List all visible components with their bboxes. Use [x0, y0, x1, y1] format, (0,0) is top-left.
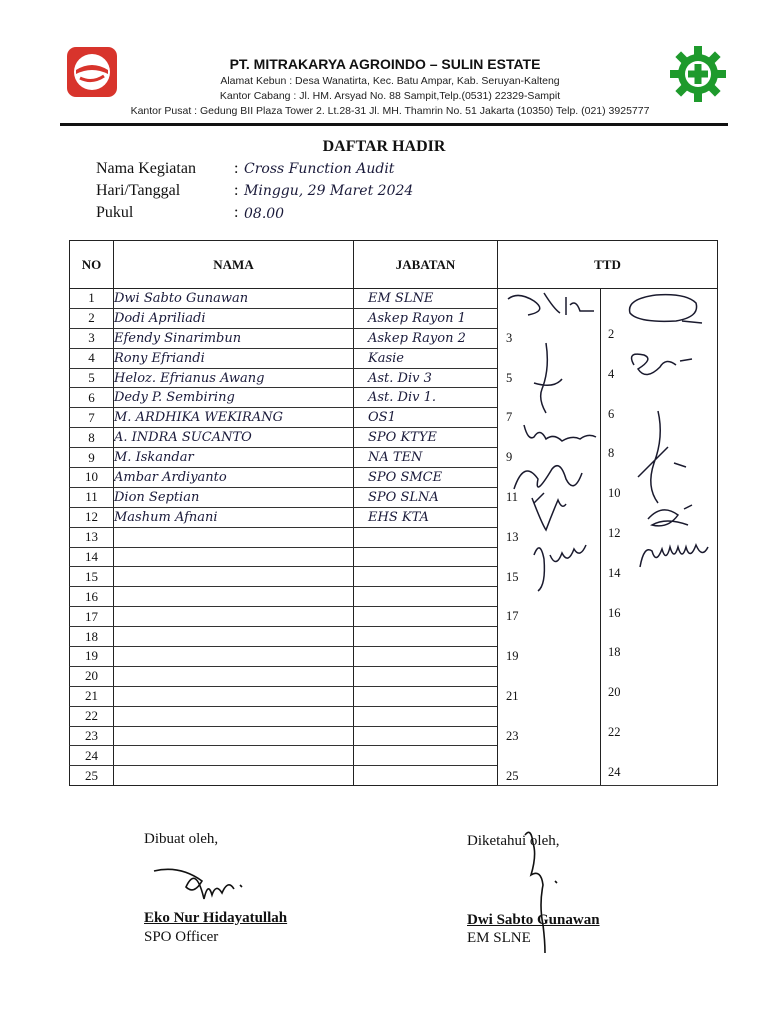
signature-slot-number: 22 [608, 724, 621, 739]
row-jabatan [354, 587, 498, 607]
signature-slot-number: 4 [608, 366, 615, 381]
row-number: 14 [70, 547, 114, 567]
signature-slot-number: 19 [506, 649, 519, 664]
signature-slot-number: 7 [506, 410, 513, 425]
row-jabatan [354, 547, 498, 567]
row-jabatan [354, 726, 498, 746]
row-nama: Dwi Sabto Gunawan [114, 289, 354, 309]
row-jabatan [354, 746, 498, 766]
row-jabatan [354, 706, 498, 726]
row-number: 25 [70, 766, 114, 786]
signature-slot-number: 6 [608, 406, 615, 421]
known-by-label: Diketahui oleh, [467, 833, 560, 849]
row-number: 7 [70, 408, 114, 428]
row-nama [114, 547, 354, 567]
row-nama [114, 527, 354, 547]
signature-slot-number: 16 [608, 605, 621, 620]
signature-column [498, 289, 718, 786]
time-colon: : [234, 204, 239, 221]
signature-slot-number: 18 [608, 645, 621, 660]
attendee-signature [628, 407, 698, 507]
row-jabatan [354, 627, 498, 647]
address-head-office: Kantor Pusat : Gedung BII Plaza Tower 2. Lt.28-31 Jl. MH. Thamrin No. 51 Jakarta (10350) Telp. (021) 3925777 [130, 105, 650, 117]
row-jabatan: SPO SMCE [354, 468, 498, 488]
attendee-signature [518, 419, 598, 449]
row-nama: M. Iskandar [114, 448, 354, 468]
table-row [70, 289, 718, 309]
activity-colon: : [234, 160, 239, 177]
signature-slot-number: 15 [506, 569, 519, 584]
document-title: DAFTAR HADIR [322, 138, 446, 155]
row-number: 19 [70, 647, 114, 667]
row-nama: Dion Septian [114, 487, 354, 507]
attendee-signature [504, 289, 594, 319]
date-label: Hari/Tanggal [96, 182, 181, 199]
row-number: 22 [70, 706, 114, 726]
row-nama [114, 587, 354, 607]
row-nama: Dodi Apriliadi [114, 308, 354, 328]
row-number: 3 [70, 328, 114, 348]
row-nama [114, 567, 354, 587]
known-by-name: Dwi Sabto Gunawan [467, 912, 600, 928]
row-jabatan: Ast. Div 3 [354, 368, 498, 388]
signature-slot-number: 21 [506, 689, 519, 703]
row-number: 18 [70, 627, 114, 647]
row-jabatan: SPO SLNA [354, 487, 498, 507]
row-nama [114, 726, 354, 746]
attendee-signature [528, 494, 568, 534]
row-jabatan: SPO KTYE [354, 428, 498, 448]
row-number: 4 [70, 348, 114, 368]
row-number: 2 [70, 308, 114, 328]
row-jabatan: Kasie [354, 348, 498, 368]
row-nama: Dedy P. Sembiring [114, 388, 354, 408]
row-jabatan [354, 686, 498, 706]
row-jabatan: Askep Rayon 2 [354, 328, 498, 348]
row-jabatan [354, 607, 498, 627]
row-nama: Heloz. Efrianus Awang [114, 368, 354, 388]
made-by-role: SPO Officer [144, 929, 219, 945]
header-divider [60, 123, 728, 126]
signature-slot-number: 20 [608, 685, 621, 700]
row-number: 12 [70, 507, 114, 527]
row-number: 11 [70, 487, 114, 507]
signature-slot-number: 3 [506, 330, 513, 345]
header-ttd: TTD [498, 241, 718, 289]
attendee-signature [616, 291, 708, 325]
row-nama [114, 666, 354, 686]
row-jabatan: EM SLNE [354, 289, 498, 309]
time-label: Pukul [96, 204, 134, 221]
row-jabatan: Ast. Div 1. [354, 388, 498, 408]
row-jabatan [354, 766, 498, 786]
made-by-signature [150, 855, 260, 910]
row-nama [114, 627, 354, 647]
row-nama: Ambar Ardiyanto [114, 468, 354, 488]
row-number: 8 [70, 428, 114, 448]
signature-slot-number: 25 [506, 768, 519, 783]
row-nama: M. ARDHIKA WEKIRANG [114, 408, 354, 428]
signature-slot-number: 14 [608, 565, 621, 580]
known-by-role: EM SLNE [467, 930, 531, 946]
row-number: 10 [70, 468, 114, 488]
row-number: 5 [70, 368, 114, 388]
header-jabatan: JABATAN [354, 241, 498, 289]
time-value: 08.00 [244, 206, 285, 222]
row-jabatan: EHS KTA [354, 507, 498, 527]
made-by-name: Eko Nur Hidayatullah [144, 910, 288, 926]
header-nama: NAMA [114, 241, 354, 289]
address-branch: Kantor Cabang : Jl. HM. Arsyad No. 88 Sampit,Telp.(0531) 22329-Sampit [219, 90, 561, 102]
row-nama [114, 706, 354, 726]
attendee-signature [616, 347, 696, 387]
made-by-label: Dibuat oleh, [144, 831, 219, 847]
signature-slot-number: 2 [608, 326, 615, 341]
signature-slot-number: 13 [506, 529, 519, 544]
row-jabatan: NA TEN [354, 448, 498, 468]
address-estate: Alamat Kebun : Desa Wanatirta, Kec. Batu Ampar, Kab. Seruyan-Kalteng [220, 75, 560, 87]
row-number: 16 [70, 587, 114, 607]
table-header-row [70, 241, 718, 289]
date-value: Minggu, 29 Maret 2024 [244, 183, 414, 199]
signature-divider [600, 289, 601, 785]
header-no: NO [70, 241, 114, 289]
row-jabatan: Askep Rayon 1 [354, 308, 498, 328]
row-nama: Mashum Afnani [114, 507, 354, 527]
activity-value: Cross Function Audit [244, 161, 395, 177]
signature-slot-number: 11 [506, 490, 519, 504]
attendee-signature [638, 499, 698, 535]
row-number: 13 [70, 527, 114, 547]
company-name: PT. MITRAKARYA AGROINDO – SULIN ESTATE [229, 56, 541, 72]
signature-slot-number: 9 [506, 450, 513, 465]
signature-slot-number: 5 [506, 370, 513, 385]
row-jabatan [354, 666, 498, 686]
signature-slot-number: 10 [608, 486, 621, 501]
signature-area [498, 289, 717, 785]
row-number: 20 [70, 666, 114, 686]
row-jabatan [354, 527, 498, 547]
row-jabatan [354, 567, 498, 587]
row-nama [114, 686, 354, 706]
signature-slot-number: 8 [608, 446, 615, 461]
row-number: 24 [70, 746, 114, 766]
row-jabatan [354, 647, 498, 667]
signature-slot-number: 23 [506, 728, 519, 743]
signature-slot-number: 17 [506, 609, 519, 624]
row-nama [114, 607, 354, 627]
row-nama: Rony Efriandi [114, 348, 354, 368]
row-number: 17 [70, 607, 114, 627]
attendance-table [69, 240, 718, 786]
row-nama: Efendy Sinarimbun [114, 328, 354, 348]
row-nama: A. INDRA SUCANTO [114, 428, 354, 448]
row-jabatan: OS1 [354, 408, 498, 428]
attendee-signature [528, 339, 568, 419]
row-number: 15 [70, 567, 114, 587]
row-nama [114, 766, 354, 786]
attendee-signature [528, 535, 588, 595]
row-number: 23 [70, 726, 114, 746]
row-number: 1 [70, 289, 114, 309]
attendee-signature [636, 541, 712, 569]
date-colon: : [234, 182, 239, 199]
signature-slot-number: 12 [608, 525, 621, 540]
row-number: 6 [70, 388, 114, 408]
row-number: 21 [70, 686, 114, 706]
signature-slot-number: 24 [608, 764, 621, 779]
row-nama [114, 647, 354, 667]
row-nama [114, 746, 354, 766]
activity-label: Nama Kegiatan [96, 160, 196, 177]
row-number: 9 [70, 448, 114, 468]
